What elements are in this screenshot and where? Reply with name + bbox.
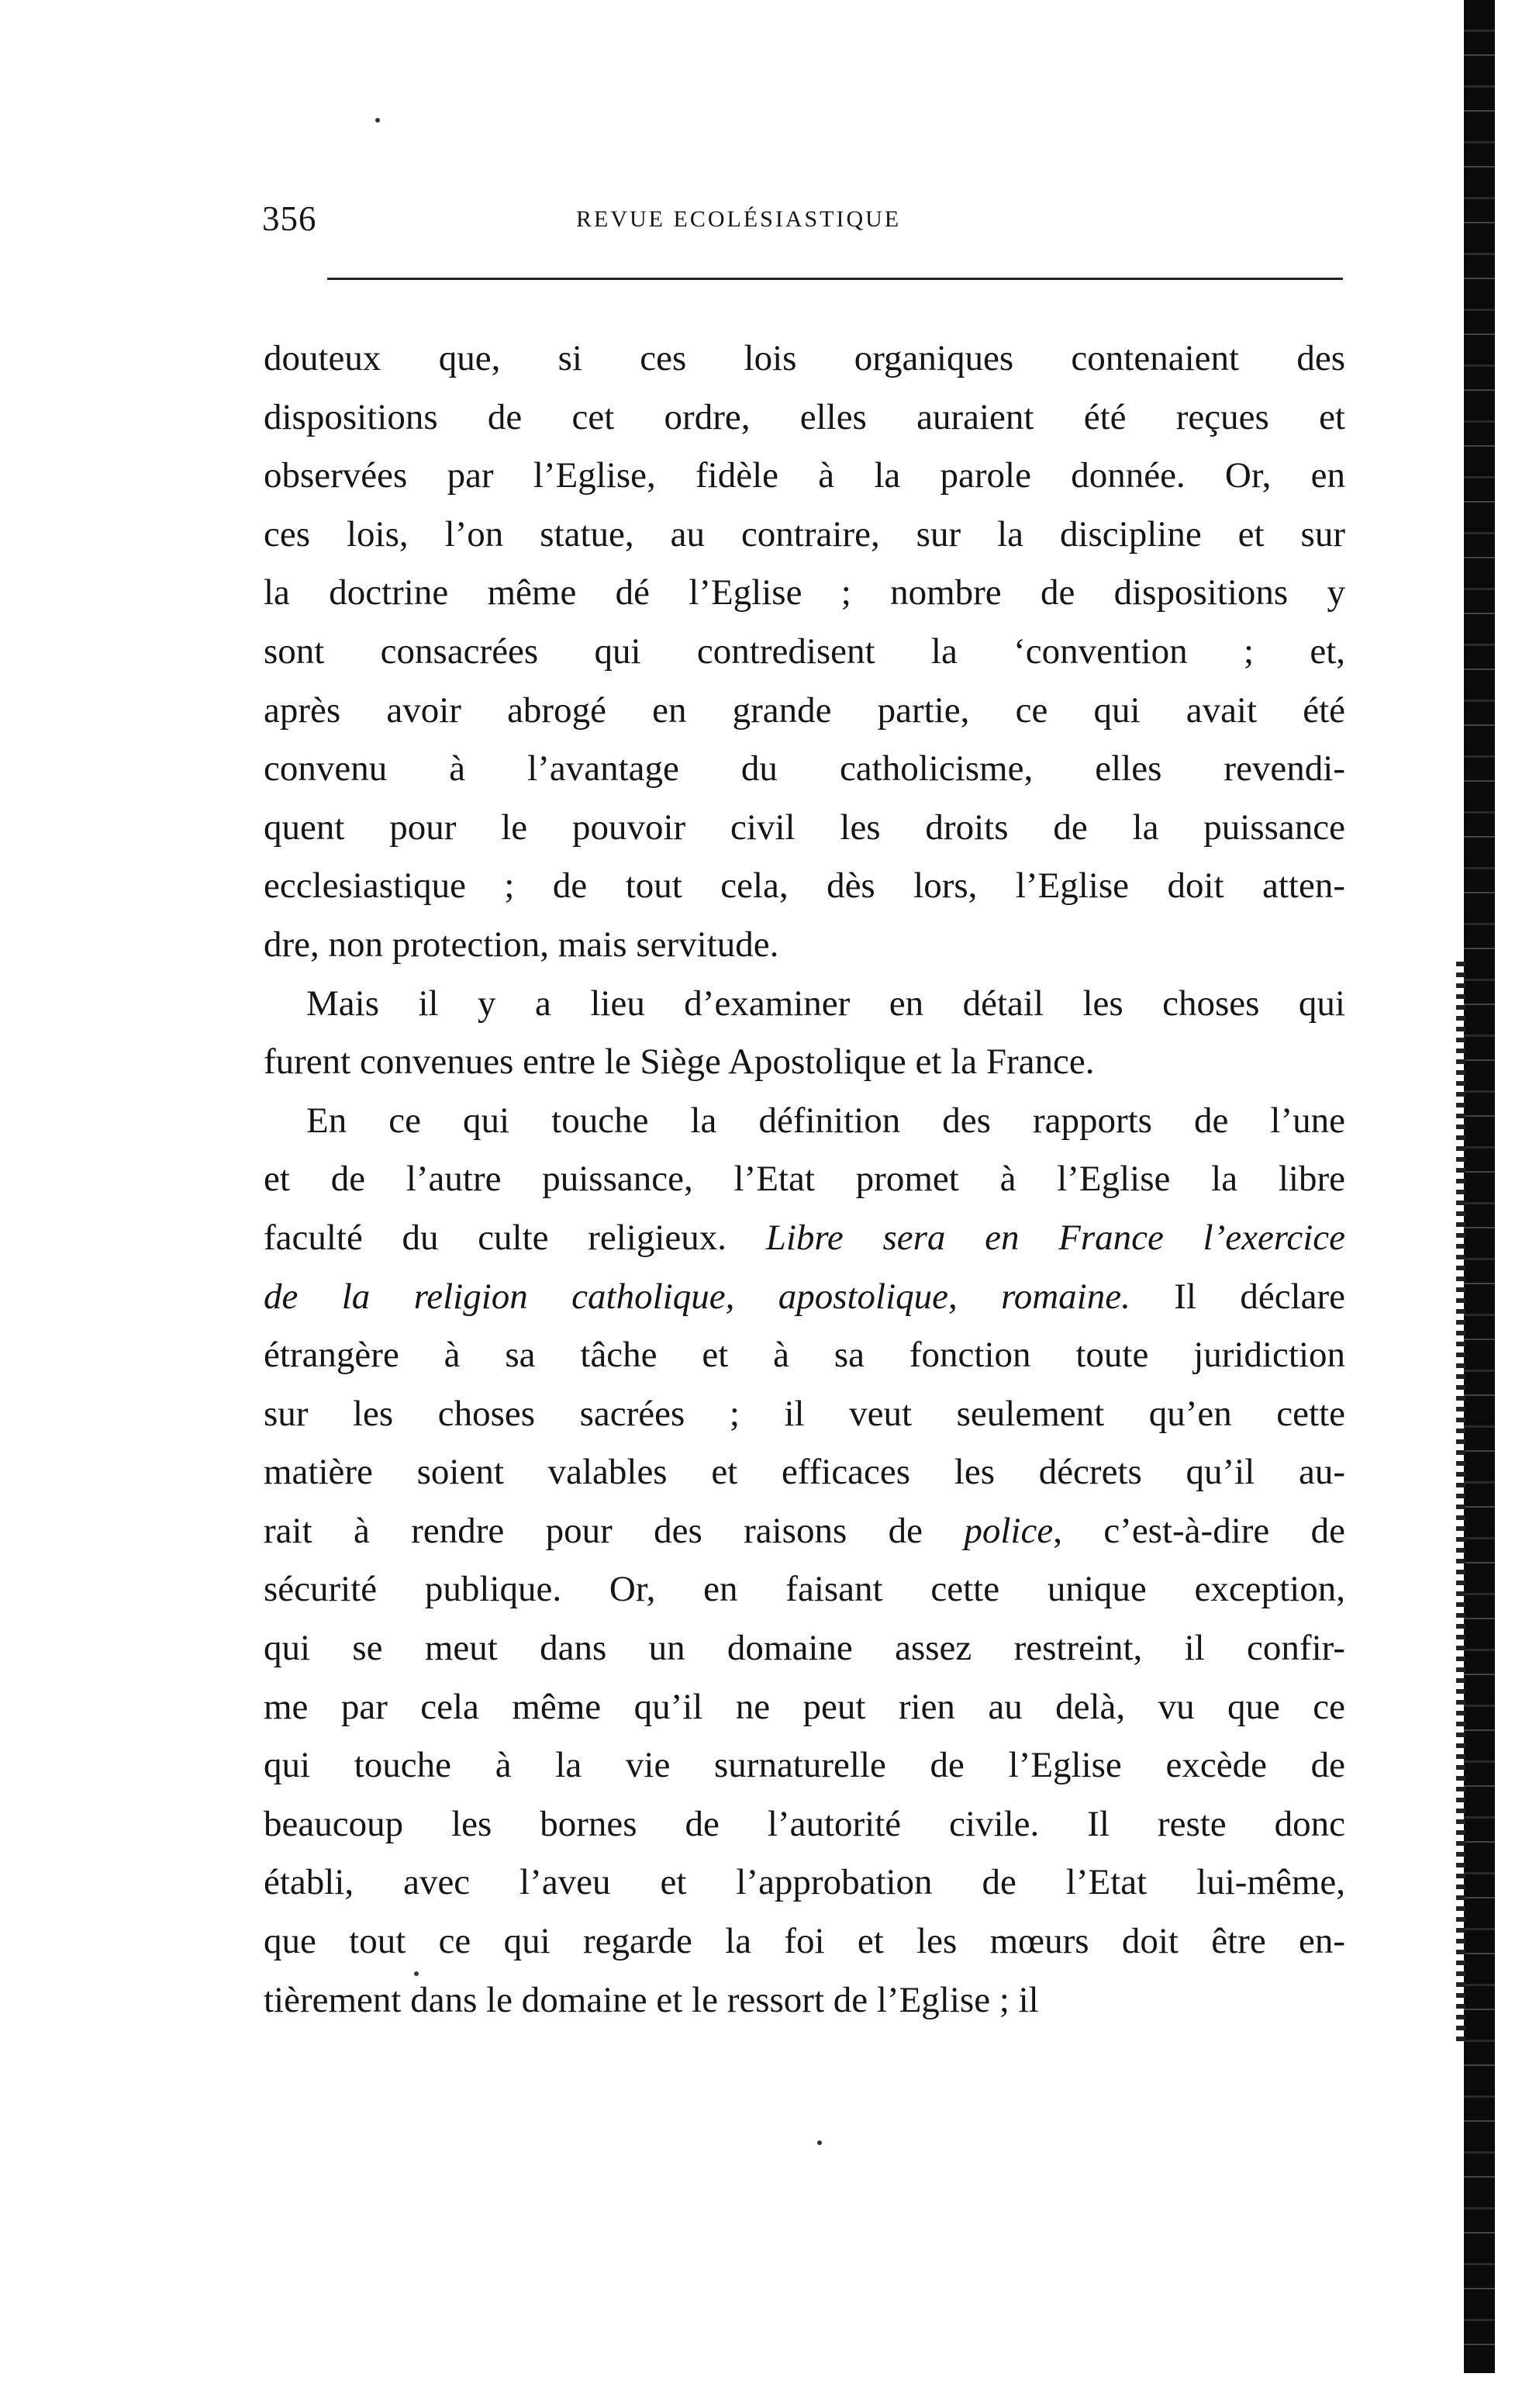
text-segment: En ce qui touche la définition des rapports de l’une [306,1100,1345,1141]
text-segment: faculté du culte religieux. [264,1217,766,1258]
text-line [264,799,1345,858]
text-line [264,1033,1345,1092]
text-line [264,975,1345,1034]
text-line [264,1326,1345,1385]
binding-edge-shadow [1464,0,1495,2373]
text-segment: convenu à l’avantage du catholicisme, elles revendi- [264,748,1345,789]
text-line [264,389,1345,447]
text-line [264,1268,1345,1327]
text-segment: ces lois, l’on statue, au contraire, sur la discipline et sur [264,513,1345,554]
text-line [264,1619,1345,1678]
italic-text: police [964,1510,1054,1551]
body-text [264,330,1345,2030]
text-line [264,564,1345,623]
text-line [264,1150,1345,1209]
text-segment: que tout ce qui regarde la foi et les mœurs doit être en- [264,1921,1345,1962]
text-segment: sécurité publique. Or, en faisant cette unique exception, [264,1569,1345,1610]
text-line [264,1678,1345,1737]
text-segment: et de l’autre puissance, l’Etat promet à l’Eglise la libre [264,1159,1345,1200]
text-segment: tièrement dans le domaine et le ressort de l’Eglise ; il [264,1979,1039,2020]
italic-text: Libre sera en France l’exercice [765,1217,1345,1258]
running-title: REVUE ECOLÉSIASTIQUE [576,206,902,232]
text-line [264,740,1345,799]
page-number: 356 [262,199,317,238]
text-line [264,1854,1345,1912]
text-line [264,916,1345,975]
text-line [264,1795,1345,1854]
text-segment: , c’est-à-dire de [1053,1510,1345,1551]
text-segment: qui se meut dans un domaine assez restreint, il confir- [264,1628,1345,1669]
text-segment: après avoir abrogé en grande partie, ce qui avait été [264,689,1345,731]
text-line [264,682,1345,741]
text-segment: qui touche à la vie surnaturelle de l’Eglise excède de [264,1745,1345,1786]
text-line [264,1443,1345,1502]
page-header [262,199,1348,245]
speck-mark [375,118,380,123]
text-line [264,1092,1345,1151]
text-line [264,623,1345,682]
text-line [264,1560,1345,1619]
text-segment: sont consacrées qui contredisent la ‘convention ; et, [264,631,1345,672]
text-segment: Mais il y a lieu d’examiner en détail les choses qui [306,983,1345,1024]
text-segment: dre, non protection, mais servitude. [264,924,779,965]
text-segment: établi, avec l’aveu et l’approbation de l’Etat lui-même, [264,1862,1345,1903]
text-segment: beaucoup les bornes de l’autorité civile. Il reste donc [264,1803,1345,1844]
text-segment: étrangère à sa tâche et à sa fonction toute juridiction [264,1335,1345,1376]
speck-mark [817,2140,822,2145]
text-line [264,1385,1345,1444]
text-segment: quent pour le pouvoir civil les droits de la puissance [264,807,1345,848]
text-line [264,857,1345,916]
text-segment: Il déclare [1130,1276,1345,1317]
text-line [264,1209,1345,1268]
text-line [264,1736,1345,1795]
text-segment: la doctrine même dé l’Eglise ; nombre de dispositions y [264,572,1345,613]
text-line [264,447,1345,506]
text-line [264,1971,1345,2030]
header-rule [271,278,1343,280]
text-segment: dispositions de cet ordre, elles auraient été reçues et [264,396,1345,437]
text-segment: matière soient valables et efficaces les décrets qu’il au- [264,1452,1345,1493]
italic-text: de la religion catholique, apostolique, romaine. [264,1276,1130,1317]
text-segment: observées par l’Eglise, fidèle à la parole donnée. Or, en [264,455,1345,496]
text-segment: ecclesiastique ; de tout cela, dès lors, l’Eglise doit atten- [264,865,1345,907]
text-segment: me par cela même qu’il ne peut rien au delà, vu que ce [264,1686,1345,1727]
text-line [264,1912,1345,1971]
text-segment: rait à rendre pour des raisons de [264,1510,965,1551]
text-line [264,506,1345,565]
text-line [264,330,1345,389]
text-segment: douteux que, si ces lois organiques contenaient des [264,338,1345,378]
text-segment: sur les choses sacrées ; il veut seulement qu’en cette [264,1393,1345,1434]
text-line [264,1502,1345,1561]
text-segment: furent convenues entre le Siège Apostolique et la France. [264,1042,1095,1083]
